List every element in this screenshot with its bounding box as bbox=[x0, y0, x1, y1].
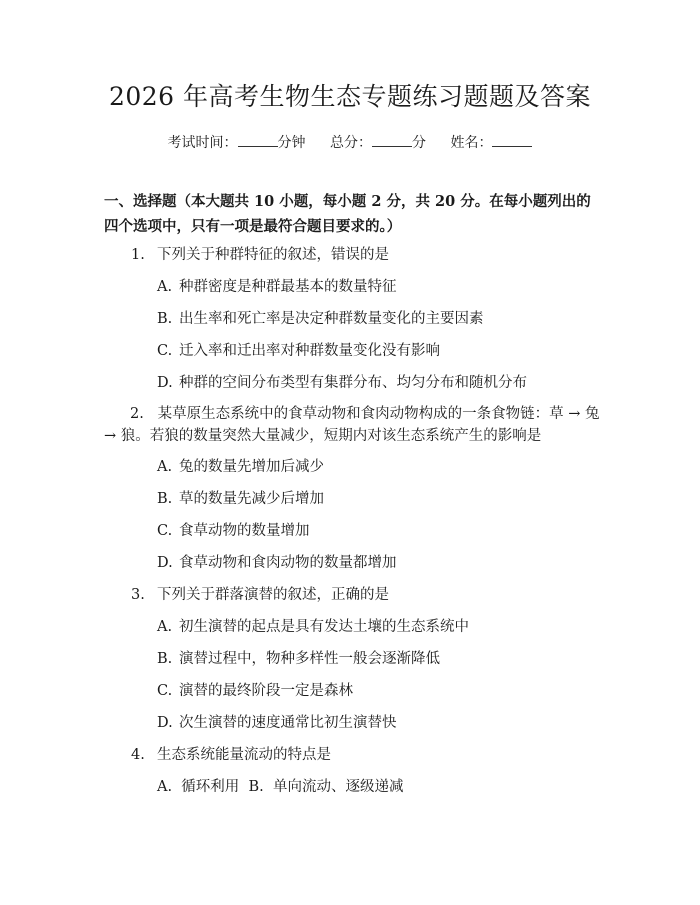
question-text: 某草原生态系统中的食草动物和食肉动物构成的一条食物链：草 → 兔 → 狼。若狼的数量突然大量减少，短期内对该生态系统产生的影响是 bbox=[104, 406, 600, 444]
question-number: 1. bbox=[131, 247, 145, 263]
exam-time-blank bbox=[238, 131, 278, 147]
question-2-option-a bbox=[157, 457, 324, 477]
option-letter: C. bbox=[157, 343, 173, 359]
option-letter: C. bbox=[157, 523, 173, 539]
question-2 bbox=[104, 403, 604, 447]
option-text: 食草动物和食肉动物的数量都增加 bbox=[179, 555, 397, 571]
exam-info-row bbox=[0, 131, 700, 153]
question-3-option-c bbox=[157, 681, 353, 701]
option-text: 兔的数量先增加后减少 bbox=[179, 459, 324, 475]
total-score-unit: 分 bbox=[412, 135, 426, 151]
option-letter: B. bbox=[157, 651, 173, 667]
option-text: 初生演替的起点是具有发达土壤的生态系统中 bbox=[179, 619, 469, 635]
question-2-option-d bbox=[157, 553, 397, 573]
question-number: 4. bbox=[131, 747, 145, 763]
student-name-label: 姓名： bbox=[450, 135, 493, 151]
question-4 bbox=[131, 745, 331, 765]
question-1-option-c bbox=[157, 341, 440, 361]
option-letter: B. bbox=[157, 491, 173, 507]
option-letter: D. bbox=[157, 715, 173, 731]
question-number: 2. bbox=[130, 406, 144, 422]
total-score-blank bbox=[372, 131, 412, 147]
section-heading: 一、选择题（本大题共 10 小题，每小题 2 分，共 20 分。在每小题列出的四个选项中，只有一项是最符合题目要求的。） bbox=[104, 193, 591, 235]
question-1-option-a bbox=[157, 277, 397, 297]
option-text: 食草动物的数量增加 bbox=[179, 523, 310, 539]
question-4-options: A. 循环利用 B. 单向流动、逐级递减 bbox=[157, 779, 404, 795]
exam-time-label: 考试时间： bbox=[167, 135, 238, 151]
total-score-label: 总分： bbox=[330, 135, 372, 151]
option-text: 演替的最终阶段一定是森林 bbox=[179, 683, 353, 699]
option-letter: A. bbox=[157, 279, 173, 295]
option-text: 出生率和死亡率是决定种群数量变化的主要因素 bbox=[179, 311, 484, 327]
option-letter: D. bbox=[157, 555, 173, 571]
page-title: 2026 年高考生物生态专题练习题题及答案 bbox=[108, 82, 592, 111]
question-3-option-b bbox=[157, 649, 440, 669]
question-1-option-b bbox=[157, 309, 484, 329]
option-text: 演替过程中，物种多样性一般会逐渐降低 bbox=[179, 651, 440, 667]
question-text: 下列关于群落演替的叙述，正确的是 bbox=[157, 587, 389, 603]
exam-time-field bbox=[168, 131, 306, 153]
question-2-option-b bbox=[157, 489, 324, 509]
question-3-option-d bbox=[157, 713, 397, 733]
question-1 bbox=[131, 245, 389, 265]
exam-time-unit: 分钟 bbox=[277, 135, 306, 151]
option-text: 种群密度是种群最基本的数量特征 bbox=[179, 279, 397, 295]
option-text: 次生演替的速度通常比初生演替快 bbox=[179, 715, 397, 731]
question-number: 3. bbox=[131, 587, 145, 603]
option-letter: D. bbox=[157, 375, 173, 391]
question-2-option-c bbox=[157, 521, 310, 541]
option-letter: C. bbox=[157, 683, 173, 699]
option-letter: A. bbox=[157, 619, 173, 635]
option-text: 草的数量先减少后增加 bbox=[179, 491, 324, 507]
question-text: 下列关于种群特征的叙述，错误的是 bbox=[157, 247, 389, 263]
option-letter: A. bbox=[157, 459, 173, 475]
student-name-field bbox=[450, 131, 532, 153]
question-1-option-d bbox=[157, 373, 527, 393]
question-3 bbox=[131, 585, 389, 605]
option-text: 迁入率和迁出率对种群数量变化没有影响 bbox=[179, 343, 440, 359]
student-name-blank bbox=[492, 131, 532, 147]
option-letter: B. bbox=[157, 311, 173, 327]
question-3-option-a bbox=[157, 617, 469, 637]
total-score-field bbox=[330, 131, 426, 153]
question-text: 生态系统能量流动的特点是 bbox=[157, 747, 331, 763]
option-text: 种群的空间分布类型有集群分布、均匀分布和随机分布 bbox=[179, 375, 527, 391]
